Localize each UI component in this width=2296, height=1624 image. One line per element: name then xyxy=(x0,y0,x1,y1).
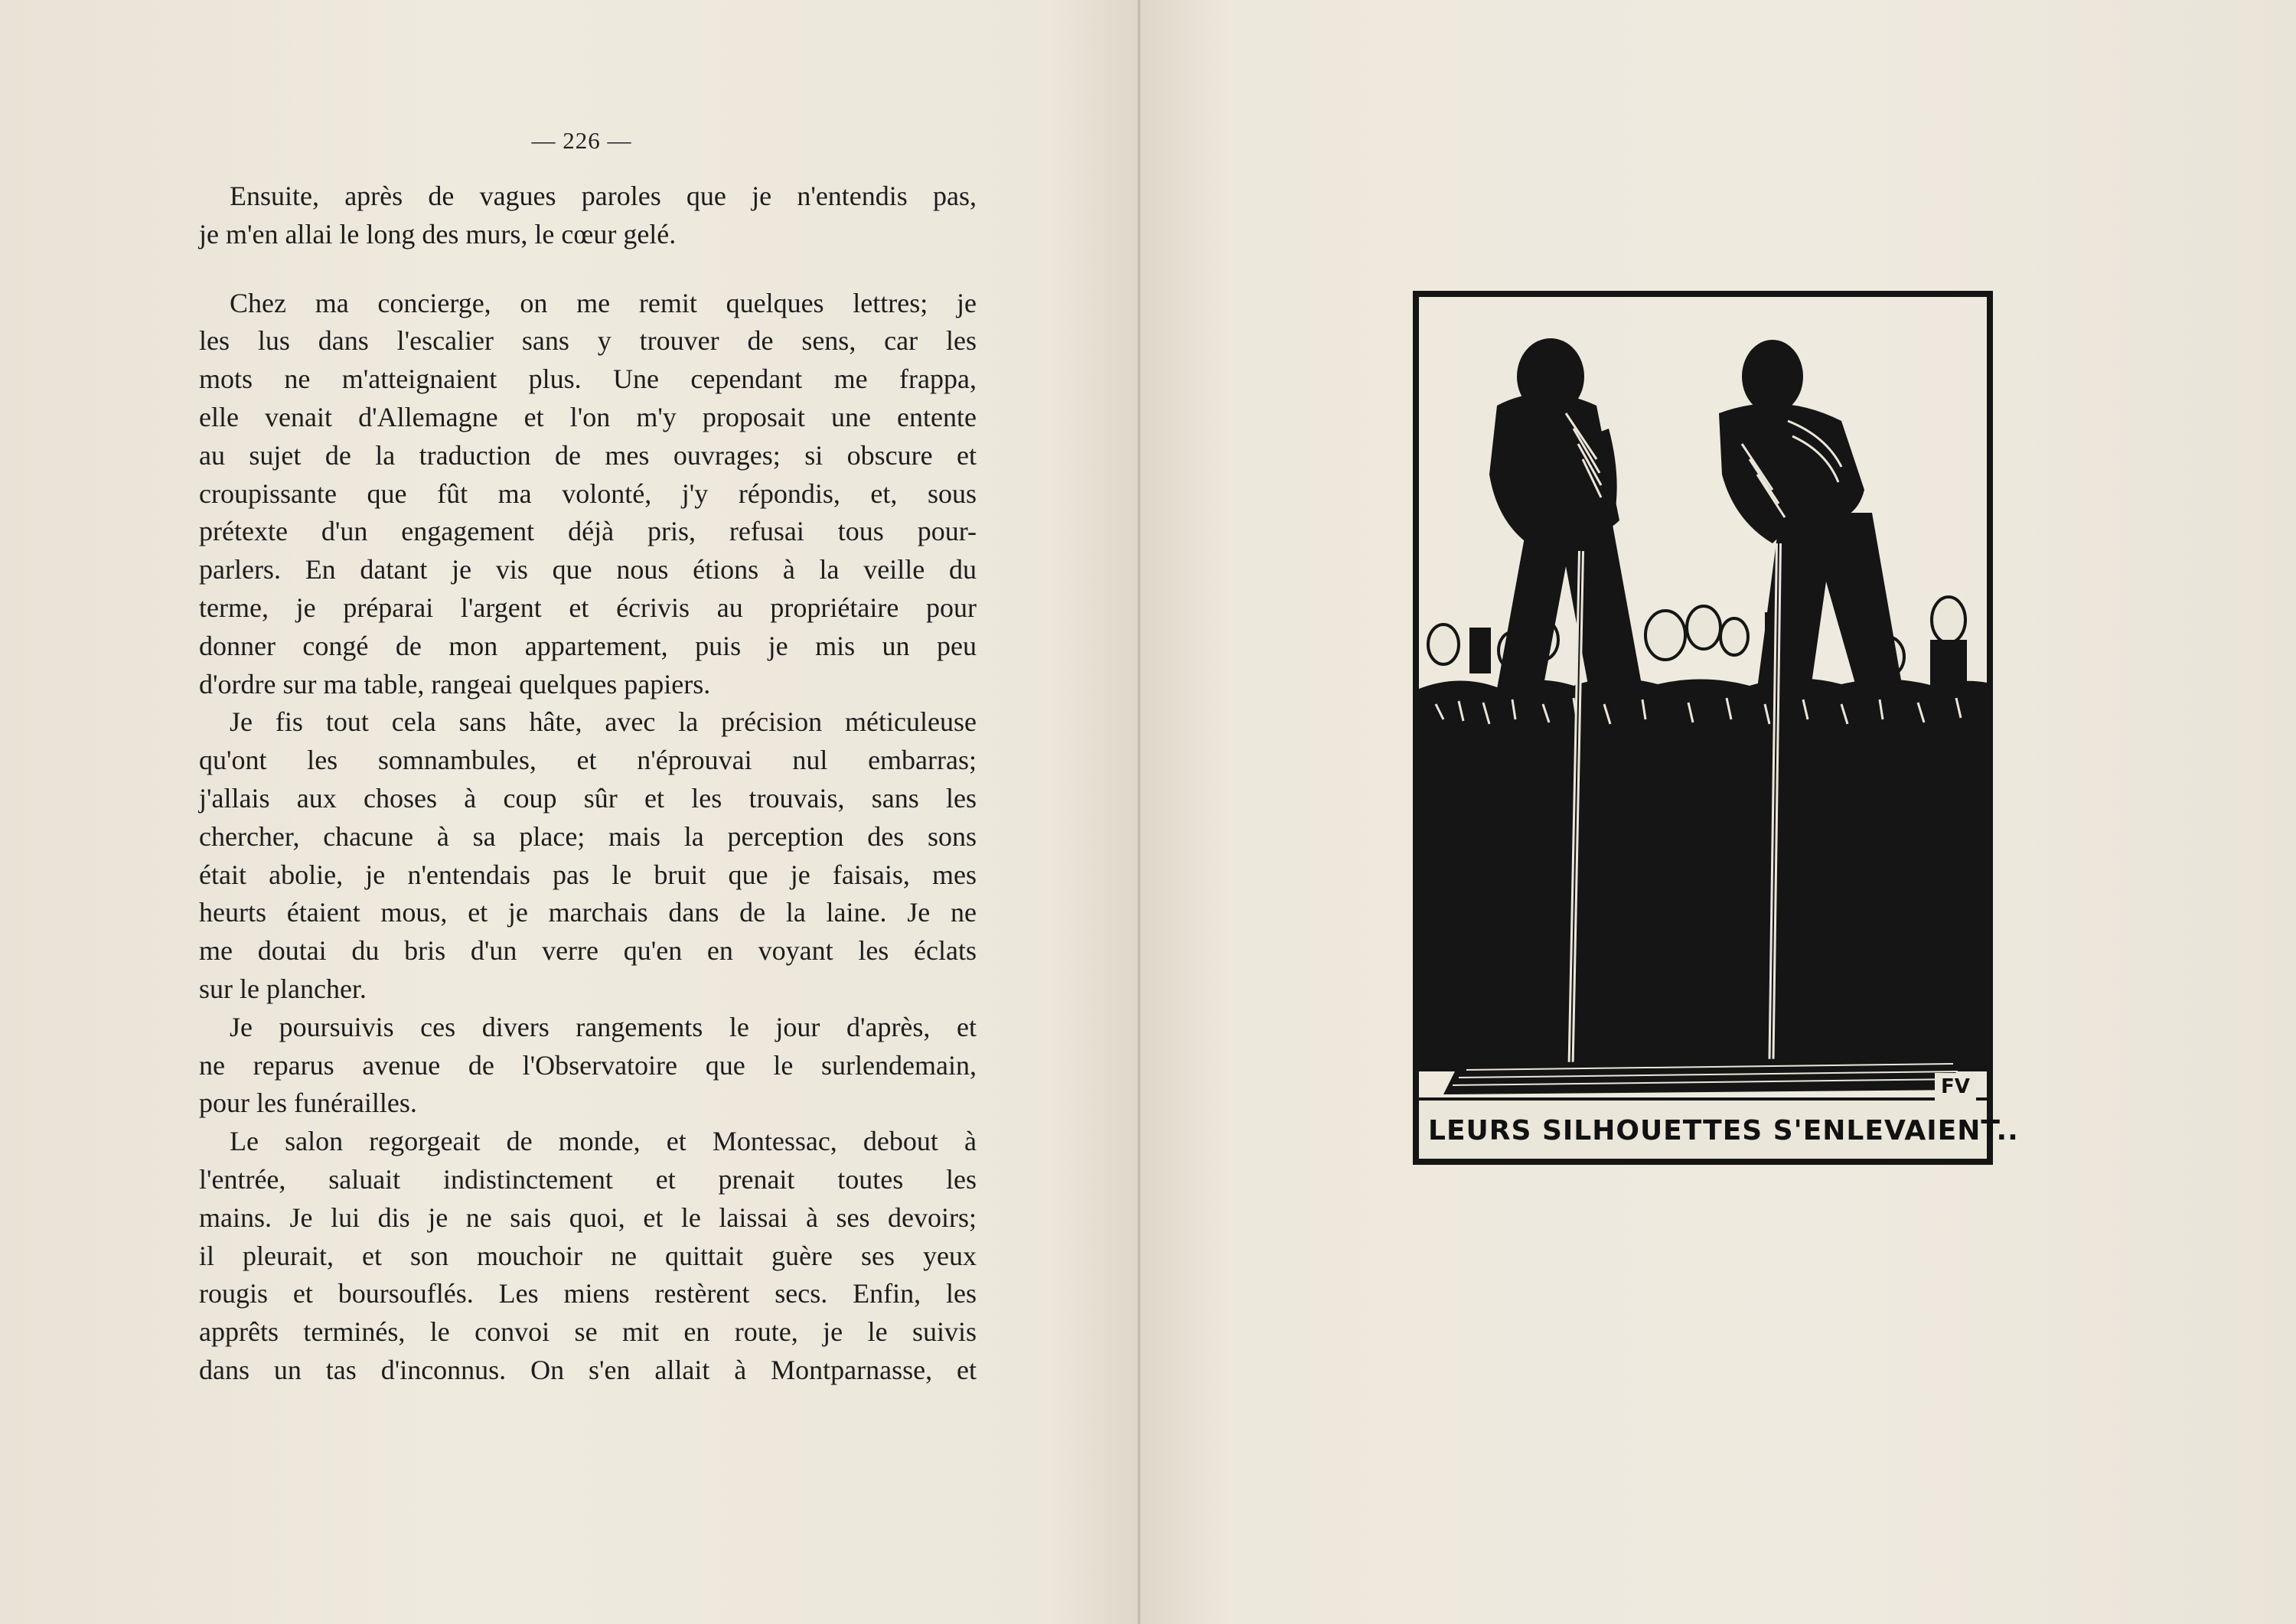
artist-monogram: FV xyxy=(1935,1073,1976,1101)
text-line: Je fis tout cela sans hâte, avec la précision méticuleuse xyxy=(230,706,977,738)
text-line: l'entrée, saluait indistinctement et prenait toutes les xyxy=(199,1163,977,1195)
text-line: Le salon regorgeait de monde, et Montessac, debout à xyxy=(230,1126,977,1157)
text-line: elle venait d'Allemagne et l'on m'y proposait une entente xyxy=(199,401,977,432)
text-line: Ensuite, après de vagues paroles que je n'entendis pas, xyxy=(230,181,977,211)
text-line: parlers. En datant je vis que nous étions à la veille du xyxy=(199,554,977,585)
text-line: au sujet de la traduction de mes ouvrages; si obscure et xyxy=(199,439,977,471)
text-line: me doutai du bris d'un verre qu'en en voyant les éclats xyxy=(199,935,977,967)
text-line: était abolie, je n'entendais pas le bruit que je faisais, mes xyxy=(199,859,977,890)
text-line: Chez ma concierge, on me remit quelques lettres; je xyxy=(230,287,977,318)
left-page xyxy=(0,0,1140,1624)
text-line: ne reparus avenue de l'Observatoire que le surlendemain, xyxy=(199,1049,977,1081)
text-line: d'ordre sur ma table, rangeai quelques papiers. xyxy=(199,668,711,699)
text-line: terme, je préparai l'argent et écrivis au propriétaire pour xyxy=(199,592,977,623)
text-line: prétexte d'un engagement déjà pris, refusai tous pour- xyxy=(199,516,977,547)
text-line: dans un tas d'inconnus. On s'en allait à Montparnasse, et xyxy=(199,1354,977,1385)
page-number: — 226 — xyxy=(531,127,632,154)
illustration-caption: LEURS SILHOUETTES S'ENLEVAIENT.. xyxy=(1428,1115,2019,1146)
text-line: il pleurait, et son mouchoir ne quittait guère ses yeux xyxy=(199,1240,977,1271)
text-line: heurts étaient mous, et je marchais dans de la laine. Je ne xyxy=(199,897,977,928)
text-line: chercher, chacune à sa place; mais la perception des sons xyxy=(199,820,977,852)
body-text xyxy=(199,178,977,1390)
text-line: sur le plancher. xyxy=(199,973,367,1004)
text-line: pour les funérailles. xyxy=(199,1088,417,1119)
text-line: donner congé de mon appartement, puis je mis un peu xyxy=(199,630,977,661)
text-line: rougis et boursouflés. Les miens restèrent secs. Enfin, les xyxy=(199,1278,977,1309)
text-line: Je poursuivis ces divers rangements le jour d'après, et xyxy=(230,1011,977,1042)
text-line: mains. Je lui dis je ne sais quoi, et le laissai à ses devoirs; xyxy=(199,1202,977,1233)
text-line: mots ne m'atteignaient plus. Une cependant me frappa, xyxy=(199,364,977,395)
woodcut-illustration xyxy=(1413,291,2019,1165)
text-line: qu'ont les somnambules, et n'éprouvai nul embarras; xyxy=(199,745,977,776)
text-line: croupissante que fût ma volonté, j'y répondis, et, sous xyxy=(199,478,977,509)
text-line: apprêts terminés, le convoi se mit en route, je le suivis xyxy=(199,1316,977,1348)
text-line: je m'en allai le long des murs, le cœur gelé. xyxy=(199,218,677,249)
text-line: j'allais aux choses à coup sûr et les trouvais, sans les xyxy=(199,782,977,814)
text-line: les lus dans l'escalier sans y trouver de sens, car les xyxy=(199,325,977,357)
